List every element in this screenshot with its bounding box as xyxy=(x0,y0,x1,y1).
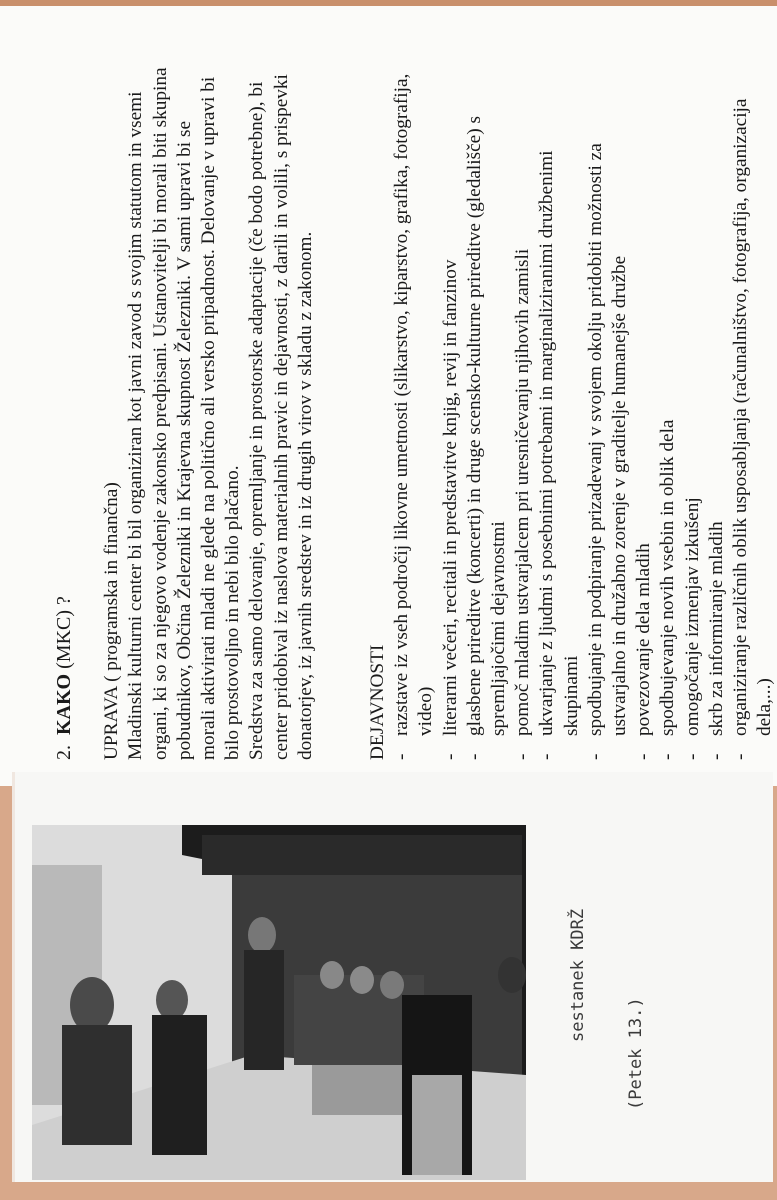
dejavnosti-title: DEJAVNOSTI xyxy=(367,644,389,760)
uprava-title: UPRAVA ( programska in finančna) xyxy=(101,482,123,760)
list-dash: - xyxy=(463,753,485,760)
activity-continuation: skupinami xyxy=(560,655,582,736)
spacer xyxy=(76,0,100,760)
activity-text: povezovanje dela mladih xyxy=(633,543,655,736)
activity-item xyxy=(632,0,656,760)
activity-text: razstave iz vseh področij likovne umetnosti (slikarstvo, kiparstvo, grafika, fotografija, xyxy=(391,73,413,736)
spacer xyxy=(342,0,366,760)
activity-text: spodbujevanje novih vsebin in oblik dela xyxy=(657,419,679,736)
activity-item xyxy=(439,0,463,760)
spacer xyxy=(318,0,342,760)
activity-text: skrb za informiranje mladih xyxy=(705,521,727,736)
activity-item xyxy=(584,0,608,760)
section-number: 2. xyxy=(53,745,75,760)
activity-text: pomoč mladim ustvarjalcem pri uresničevanju njihovih zamisli xyxy=(512,248,534,736)
uprava-line-8: donatorjev, iz javnih sredstev in iz drugih virov v skladu z zakonom. xyxy=(294,231,316,760)
group-photo xyxy=(32,825,526,1180)
activity-text: ukvarjanje z ljudmi s posebnimi potrebami in marginaliziranimi družbenimi xyxy=(536,150,558,736)
activity-text: spodbujanje in podpiranje prizadevanj v svojem okolju pridobiti možnosti za xyxy=(584,143,606,736)
list-dash: - xyxy=(730,753,752,760)
uprava-line-2: organi, ki so za njegovo vodenje zakonsko predpisani. Ustanovitelji bi morali biti skupina xyxy=(149,67,171,760)
list-dash: - xyxy=(584,753,606,760)
group-photo-image xyxy=(32,825,526,1180)
list-dash: - xyxy=(657,753,679,760)
list-dash: - xyxy=(512,753,534,760)
activity-item xyxy=(463,0,487,760)
list-dash: - xyxy=(536,753,558,760)
list-dash: - xyxy=(705,753,727,760)
rotated-text-block xyxy=(52,0,777,760)
activity-item xyxy=(511,0,535,760)
uprava-line-1: Mladinski kulturni center bi bil organiziran kot javni zavod s svojim statutom in vsemi xyxy=(125,91,147,760)
section-heading-bold: KAKO xyxy=(53,673,75,735)
list-dash: - xyxy=(633,753,655,760)
uprava-line-4: morali aktivirati mladi ne glede na politično ali versko pripadnost. Delovanje v upravi bi xyxy=(198,76,220,760)
activity-continuation: ustvarjalno in družabno zorenje v graditelje humanejše družbe xyxy=(609,255,631,736)
section-heading-rest: (MKC) ? xyxy=(53,596,75,674)
activity-continuation: video) xyxy=(415,686,437,736)
list-dash: - xyxy=(391,753,413,760)
activity-item xyxy=(705,0,729,760)
activity-item xyxy=(729,0,753,760)
photo-caption-title: sestanek KDRŽ xyxy=(568,908,588,1042)
uprava-line-3: pobudnikov, Občina Železniki in Krajevna skupnost Železniki. V sami upravi bi se xyxy=(173,120,195,760)
activity-item xyxy=(656,0,680,760)
photo-caption-date: (Petek 13.) xyxy=(626,997,646,1110)
list-dash: - xyxy=(439,753,461,760)
activity-item xyxy=(681,0,705,760)
list-dash: - xyxy=(681,753,703,760)
activity-text: glasbene prireditve (koncerti) in druge scensko-kulturne prireditve (gledališče) s xyxy=(463,116,485,736)
activity-continuation: spremljajočimi dejavnostmi xyxy=(488,521,510,736)
activity-continuation: dela,...) xyxy=(754,678,776,736)
activity-item xyxy=(390,0,414,760)
activity-text: literarni večeri, recitali in predstavitve knjig, revij in fanzinov xyxy=(439,259,461,736)
uprava-line-6: Sredstva za samo delovanje, opremljanje in prostorske adaptacije (če bodo potrebne), bi xyxy=(246,81,268,760)
uprava-line-7: center pridobival iz naslova materialnih pravic in dejavnosti, z darili in volili, s prispevki xyxy=(270,74,292,760)
activity-text: omogočanje izmenjav izkušenj xyxy=(681,497,703,736)
activity-text: organiziranje različnih oblik usposabljanja (računalništvo, fotografija, organizacija xyxy=(730,98,752,736)
section-heading xyxy=(52,0,76,760)
activity-item xyxy=(535,0,559,760)
uprava-line-5: bilo prostovoljno in nebi bilo plačano. xyxy=(222,465,244,760)
